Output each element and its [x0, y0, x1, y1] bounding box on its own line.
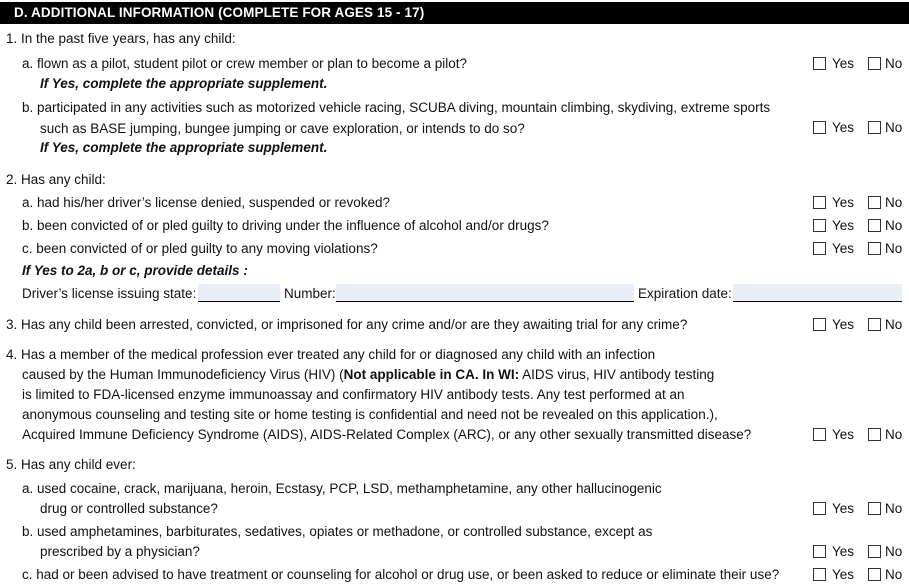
question-4-line1: 4. Has a member of the medical profession ever treated any child for or diagnosed any child with an infection: [6, 347, 656, 362]
question-1a-text: a. flown as a pilot, student pilot or crew member or plan to become a pilot?: [22, 56, 467, 71]
question-5c-text: c. had or been advised to have treatment or counseling for alcohol or drug use, or been asked to reduce or eliminate their use?: [22, 567, 780, 582]
license-expiration-label: Expiration date:: [638, 286, 732, 301]
question-2b-text: b. been convicted of or pled guilty to driving under the influence of alcohol and/or drugs?: [22, 218, 549, 233]
q5c-no-label: No: [885, 567, 903, 582]
question-1b-text-line2: such as BASE jumping, bungee jumping or cave exploration, or intends to do so?: [40, 121, 525, 136]
q5c-no-checkbox[interactable]: [868, 568, 881, 581]
question-4-line2-bold: Not applicable in CA. In WI:: [343, 367, 520, 382]
q5a-yes-label: Yes: [832, 501, 855, 516]
question-3-text: 3. Has any child been arrested, convicted, or imprisoned for any crime and/or are they awaiting trial for any crime?: [6, 317, 688, 332]
question-2a-text: a. had his/her driver’s license denied, suspended or revoked?: [22, 195, 390, 210]
q3-yes-label: Yes: [832, 317, 855, 332]
q4-no-checkbox[interactable]: [868, 428, 881, 441]
q5a-no-checkbox[interactable]: [868, 502, 881, 515]
question-4-line5: Acquired Immune Deficiency Syndrome (AIDS), AIDS-Related Complex (ARC), or any other sexually transmitted disease?: [22, 427, 752, 442]
license-state-field[interactable]: [198, 284, 280, 302]
q5c-yes-checkbox[interactable]: [813, 568, 826, 581]
section-header: D. ADDITIONAL INFORMATION (COMPLETE FOR AGES 15 - 17): [0, 2, 909, 24]
question-1b-note: If Yes, complete the appropriate supplement.: [40, 140, 328, 155]
q1b-no-label: No: [885, 120, 903, 135]
question-5b-line2: prescribed by a physician?: [40, 544, 200, 559]
q1b-no-checkbox[interactable]: [868, 121, 881, 134]
q2b-no-checkbox[interactable]: [868, 219, 881, 232]
question-4-line3: is limited to FDA-licensed enzyme immunoassay and confirmatory HIV antibody tests. Any test performed at an: [22, 387, 685, 402]
q4-yes-label: Yes: [832, 427, 855, 442]
q2c-no-label: No: [885, 241, 903, 256]
q2b-no-label: No: [885, 218, 903, 233]
question-1b-text-line1: b. participated in any activities such as motorized vehicle racing, SCUBA diving, mountain climbing, skydiving, extreme sports: [22, 100, 771, 115]
q4-yes-checkbox[interactable]: [813, 428, 826, 441]
q2a-no-label: No: [885, 195, 903, 210]
q2c-no-checkbox[interactable]: [868, 242, 881, 255]
question-5a-line2: drug or controlled substance?: [40, 501, 218, 516]
question-5-prompt: 5. Has any child ever:: [6, 457, 136, 472]
question-1-prompt: 1. In the past five years, has any child:: [6, 31, 236, 46]
q1b-yes-label: Yes: [832, 120, 855, 135]
q5c-yes-label: Yes: [832, 567, 855, 582]
question-4-line4: anonymous counseling and testing site or home testing is confidential and need not be revealed on this application.),: [22, 407, 718, 422]
q1b-yes-checkbox[interactable]: [813, 121, 826, 134]
question-2-note: If Yes to 2a, b or c, provide details :: [22, 263, 248, 278]
q2b-yes-checkbox[interactable]: [813, 219, 826, 232]
question-2-prompt: 2. Has any child:: [6, 172, 106, 187]
q2c-yes-label: Yes: [832, 241, 855, 256]
license-number-field[interactable]: [336, 284, 634, 302]
q5a-no-label: No: [885, 501, 903, 516]
q5b-no-label: No: [885, 544, 903, 559]
q5a-yes-checkbox[interactable]: [813, 502, 826, 515]
license-expiration-field[interactable]: [733, 284, 902, 302]
q3-yes-checkbox[interactable]: [813, 318, 826, 331]
q2c-yes-checkbox[interactable]: [813, 242, 826, 255]
q5b-yes-checkbox[interactable]: [813, 545, 826, 558]
q3-no-label: No: [885, 317, 903, 332]
q2a-yes-checkbox[interactable]: [813, 196, 826, 209]
q1a-yes-checkbox[interactable]: [813, 57, 826, 70]
q4-no-label: No: [885, 427, 903, 442]
license-number-label: Number:: [284, 286, 336, 301]
question-4-line2-post: AIDS virus, HIV antibody testing: [519, 367, 715, 382]
q2b-yes-label: Yes: [832, 218, 855, 233]
q5b-no-checkbox[interactable]: [868, 545, 881, 558]
question-1a-note: If Yes, complete the appropriate supplement.: [40, 76, 328, 91]
q1a-yes-label: Yes: [832, 56, 855, 71]
q3-no-checkbox[interactable]: [868, 318, 881, 331]
question-5b-line1: b. used amphetamines, barbiturates, sedatives, opiates or methadone, or controlled substance, except as: [22, 524, 653, 539]
question-5a-line1: a. used cocaine, crack, marijuana, heroin, Ecstasy, PCP, LSD, methamphetamine, any other hallucinogenic: [22, 481, 662, 496]
question-2c-text: c. been convicted of or pled guilty to any moving violations?: [22, 241, 378, 256]
q2a-yes-label: Yes: [832, 195, 855, 210]
question-4-line2-pre: caused by the Human Immunodeficiency Virus (HIV) (: [22, 367, 344, 382]
question-4-line2: [22, 366, 714, 384]
q1a-no-label: No: [885, 56, 903, 71]
q2a-no-checkbox[interactable]: [868, 196, 881, 209]
q1a-no-checkbox[interactable]: [868, 57, 881, 70]
q5b-yes-label: Yes: [832, 544, 855, 559]
license-state-label: Driver’s license issuing state:: [22, 286, 197, 301]
